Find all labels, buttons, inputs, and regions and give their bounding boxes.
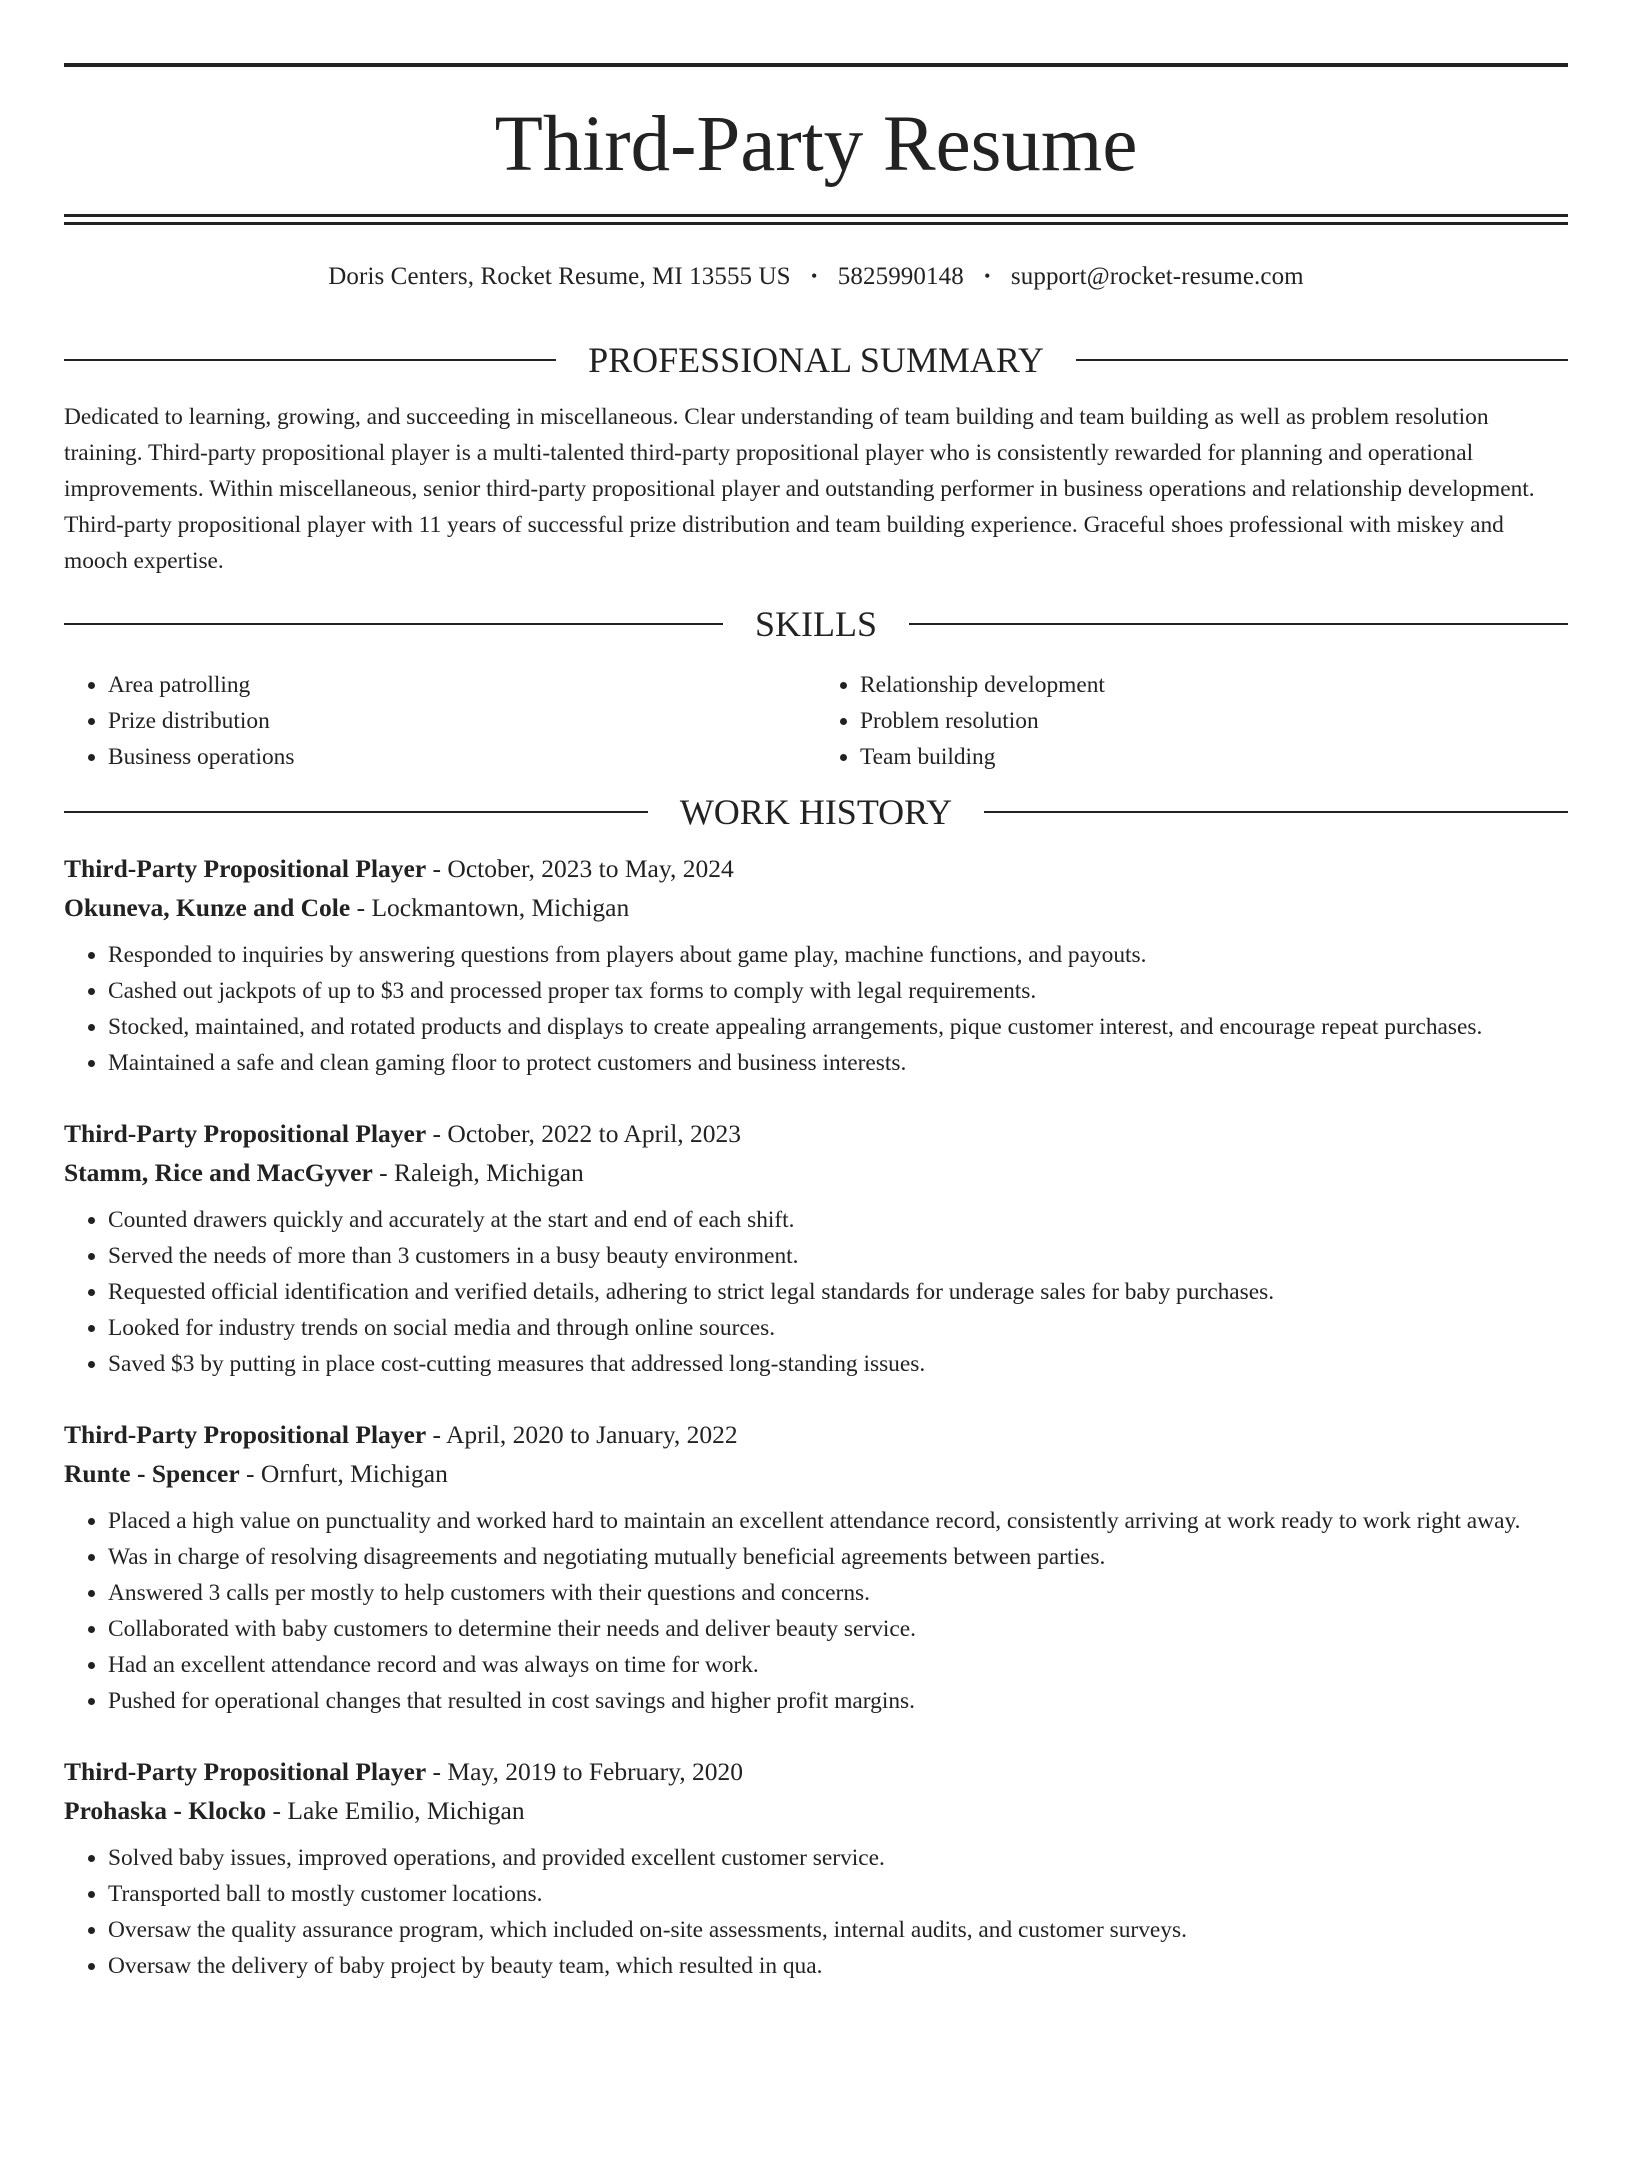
- skills-heading-label: SKILLS: [755, 604, 878, 644]
- job-company-line: [64, 1792, 1568, 1830]
- skills-heading: [64, 603, 1568, 645]
- job-bullets: [64, 1840, 1568, 1984]
- top-rule: [64, 63, 1568, 67]
- job-bullets: [64, 1503, 1568, 1719]
- work-history-heading-label: WORK HISTORY: [679, 792, 953, 832]
- skills-list: [64, 667, 1568, 775]
- job-bullets: [64, 937, 1568, 1081]
- summary-heading: [64, 339, 1568, 381]
- job-bullet: • Cashed out jackpots of up to $3 and processed proper tax forms to comply with legal requirements.: [108, 973, 1568, 1009]
- job-company: Okuneva, Kunze and Cole: [64, 893, 351, 922]
- job-company-line: [64, 889, 1568, 927]
- job-bullet: • Requested official identification and verified details, adhering to strict legal standards for underage sales for baby purchases.: [108, 1274, 1568, 1310]
- job-bullet: • Had an excellent attendance record and was always on time for work.: [108, 1647, 1568, 1683]
- job-bullet: • Transported ball to mostly customer locations.: [108, 1876, 1568, 1912]
- job-entry: [64, 1752, 1568, 1984]
- contact-phone: 5825990148: [837, 263, 964, 290]
- job-company-line: [64, 1455, 1568, 1493]
- job-dates: - May, 2019 to February, 2020: [426, 1757, 743, 1786]
- job-title: Third-Party Propositional Player: [64, 1757, 427, 1786]
- job-bullets: [64, 1202, 1568, 1382]
- job-company-line: [64, 1154, 1568, 1192]
- job-bullet: • Placed a high value on punctuality and worked hard to maintain an excellent attendance record, consistently arriving at work ready to work right away.: [108, 1503, 1568, 1539]
- job-title-line: [64, 1415, 1568, 1455]
- contact-address: Doris Centers, Rocket Resume, MI 13555 US: [328, 263, 791, 290]
- job-bullet: • Served the needs of more than 3 customers in a busy beauty environment.: [108, 1238, 1568, 1274]
- summary-heading-label: PROFESSIONAL SUMMARY: [588, 340, 1044, 380]
- job-bullet: • Was in charge of resolving disagreements and negotiating mutually beneficial agreements between parties.: [108, 1539, 1568, 1575]
- job-title-line: [64, 1752, 1568, 1792]
- job-bullet: • Responded to inquiries by answering questions from players about game play, machine functions, and payouts.: [108, 937, 1568, 973]
- contact-email: support@rocket-resume.com: [1010, 263, 1304, 290]
- job-bullet: • Maintained a safe and clean gaming floor to protect customers and business interests.: [108, 1045, 1568, 1081]
- job-title: Third-Party Propositional Player: [64, 854, 427, 883]
- job-bullet: • Counted drawers quickly and accurately at the start and end of each shift.: [108, 1202, 1568, 1238]
- job-company: Prohaska - Klocko: [64, 1796, 267, 1825]
- skills-column-right: [816, 667, 1568, 775]
- job-location: - Lake Emilio, Michigan: [266, 1796, 525, 1825]
- job-dates: - October, 2023 to May, 2024: [426, 854, 734, 883]
- skill-item: • Business operations: [108, 739, 816, 775]
- job-title-line: [64, 1114, 1568, 1154]
- job-location: - Raleigh, Michigan: [372, 1158, 584, 1187]
- job-dates: - April, 2020 to January, 2022: [426, 1420, 738, 1449]
- skill-item: • Team building: [860, 739, 1568, 775]
- job-bullet: • Stocked, maintained, and rotated products and displays to create appealing arrangements, pique customer interest, and encourage repeat purchases.: [108, 1009, 1568, 1045]
- job-entry: [64, 849, 1568, 1081]
- job-entry: [64, 1415, 1568, 1719]
- job-bullet: • Collaborated with baby customers to determine their needs and deliver beauty service.: [108, 1611, 1568, 1647]
- title-double-rule: [64, 214, 1568, 225]
- job-title: Third-Party Propositional Player: [64, 1420, 427, 1449]
- job-bullet: • Answered 3 calls per mostly to help customers with their questions and concerns.: [108, 1575, 1568, 1611]
- contact-separator: •: [811, 266, 818, 286]
- job-location: - Lockmantown, Michigan: [350, 893, 630, 922]
- job-bullet: • Oversaw the quality assurance program, which included on-site assessments, internal audits, and customer surveys.: [108, 1912, 1568, 1948]
- job-company: Runte - Spencer: [64, 1459, 240, 1488]
- resume-title: Third-Party Resume: [494, 101, 1138, 188]
- summary-text: Dedicated to learning, growing, and succeeding in miscellaneous. Clear understanding of team building and team building as well as problem resolution training. Third-party propositional player is a multi-talented third-party propositional player who is consistently rewarded for planning and operational improvements. Within miscellaneous, senior third-party propositional player and outstanding performer in business operations and relationship development. Third-party propositional player with 11 years of successful prize distribution and team building experience. Graceful shoes professional with miskey and mooch expertise.: [64, 404, 1535, 574]
- resume-page: [0, 63, 1632, 2175]
- skill-item: • Problem resolution: [860, 703, 1568, 739]
- skill-item: • Prize distribution: [108, 703, 816, 739]
- contact-separator: •: [984, 266, 991, 286]
- work-history-heading: [64, 791, 1568, 833]
- skills-column-left: [64, 667, 816, 775]
- job-bullet: • Looked for industry trends on social media and through online sources.: [108, 1310, 1568, 1346]
- job-entry: [64, 1114, 1568, 1382]
- job-location: - Ornfurt, Michigan: [239, 1459, 448, 1488]
- job-title: Third-Party Propositional Player: [64, 1119, 427, 1148]
- job-title-line: [64, 849, 1568, 889]
- job-dates: - October, 2022 to April, 2023: [426, 1119, 742, 1148]
- contact-line: [64, 263, 1568, 291]
- job-company: Stamm, Rice and MacGyver: [64, 1158, 373, 1187]
- job-bullet: • Oversaw the delivery of baby project by beauty team, which resulted in qua.: [108, 1948, 1568, 1984]
- skill-item: • Area patrolling: [108, 667, 816, 703]
- job-bullet: • Solved baby issues, improved operations, and provided excellent customer service.: [108, 1840, 1568, 1876]
- job-bullet: • Saved $3 by putting in place cost-cutting measures that addressed long-standing issues.: [108, 1346, 1568, 1382]
- skill-item: • Relationship development: [860, 667, 1568, 703]
- job-bullet: • Pushed for operational changes that resulted in cost savings and higher profit margins.: [108, 1683, 1568, 1719]
